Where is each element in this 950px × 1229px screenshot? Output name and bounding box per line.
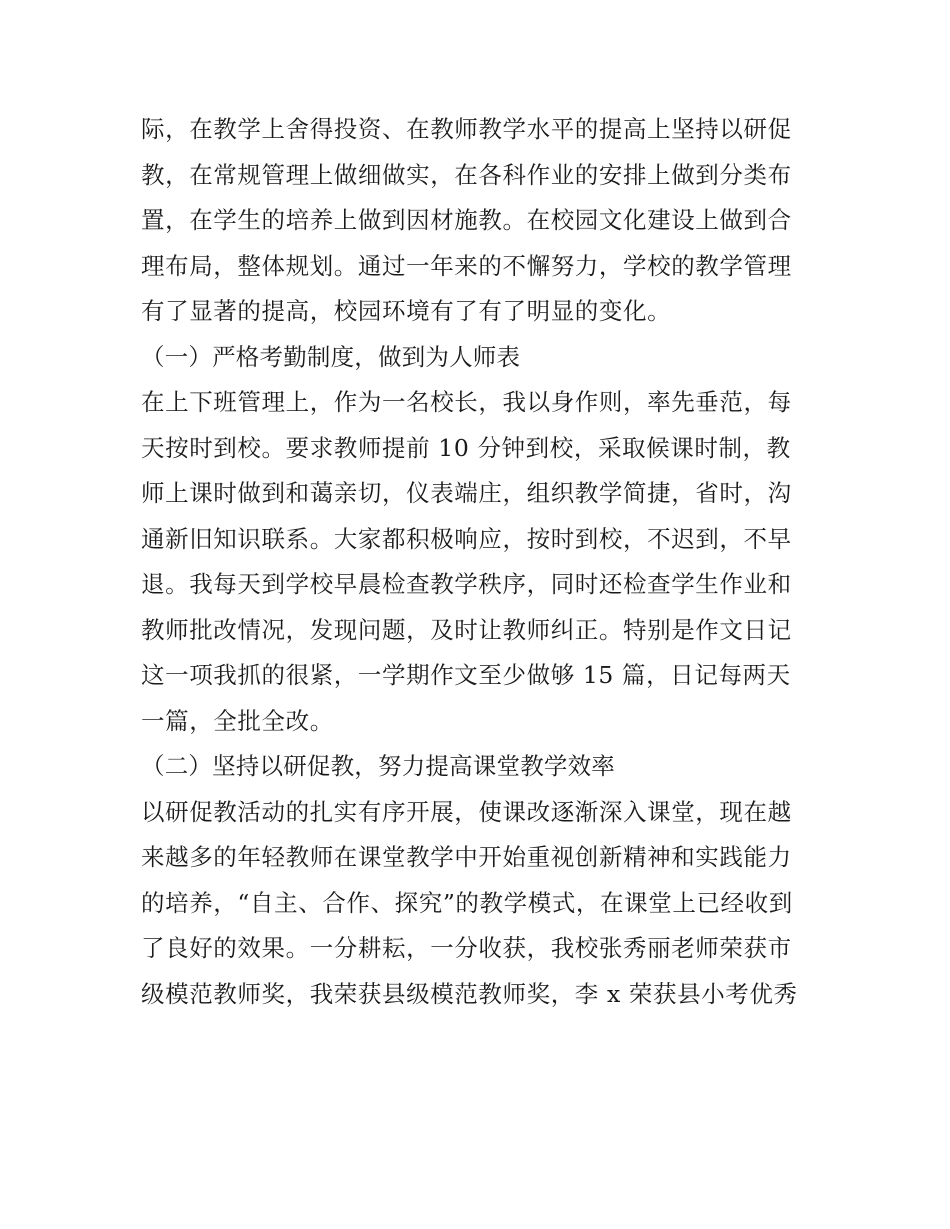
text-line: 在上下班管理上，作为一名校长，我以身作则，率先垂范，每: [141, 388, 792, 416]
text-line: 教，在常规管理上做细做实，在各科作业的安排上做到分类布: [141, 160, 792, 189]
text-line: 通新旧知识联系。大家都积极响应，按时到校，不迟到，不早: [141, 524, 792, 553]
document-body: [141, 107, 821, 1017]
text-line: 置，在学生的培养上做到因材施教。在校园文化建设上做到合: [141, 206, 792, 234]
text-line: 有了显著的提高，校园环境有了有了明显的变化。: [141, 297, 672, 325]
text-line: 天按时到校。要求教师提前 10 分钟到校，采取候课时制，教: [141, 433, 791, 462]
section-heading-2: （二）坚持以研促教，努力提高课堂教学效率: [141, 752, 615, 780]
section-heading-1: （一）严格考勤制度，做到为人师表: [141, 342, 521, 371]
text-line: 教师批改情况，发现问题，及时让教师纠正。特别是作文日记: [141, 615, 792, 644]
text-line: 的培养，“自主、合作、探究”的教学模式，在课堂上已经收到: [141, 888, 793, 917]
text-line: 了良好的效果。一分耕耘，一分收获，我校张秀丽老师荣获市: [141, 934, 792, 962]
text-line: 理布局，整体规划。通过一年来的不懈努力，学校的教学管理: [141, 251, 792, 280]
text-line: 退。我每天到学校早晨检查教学秩序，同时还检查学生作业和: [141, 570, 792, 598]
text-line: 级模范教师奖，我荣获县级模范教师奖，李 x 荣获县小考优秀: [141, 979, 798, 1008]
text-line: 一篇，全批全改。: [141, 706, 334, 735]
text-line: 以研促教活动的扎实有序开展，使课改逐渐深入课堂，现在越: [141, 797, 792, 826]
text-line: 来越多的年轻教师在课堂教学中开始重视创新精神和实践能力: [141, 843, 792, 871]
text-line: 师上课时做到和蔼亲切，仪表端庄，组织教学简捷，省时，沟: [141, 479, 792, 507]
text-line: 这一项我抓的很紧，一学期作文至少做够 15 篇，日记每两天: [141, 661, 791, 689]
text-line: 际，在教学上舍得投资、在教师教学水平的提高上坚持以研促: [141, 115, 792, 143]
